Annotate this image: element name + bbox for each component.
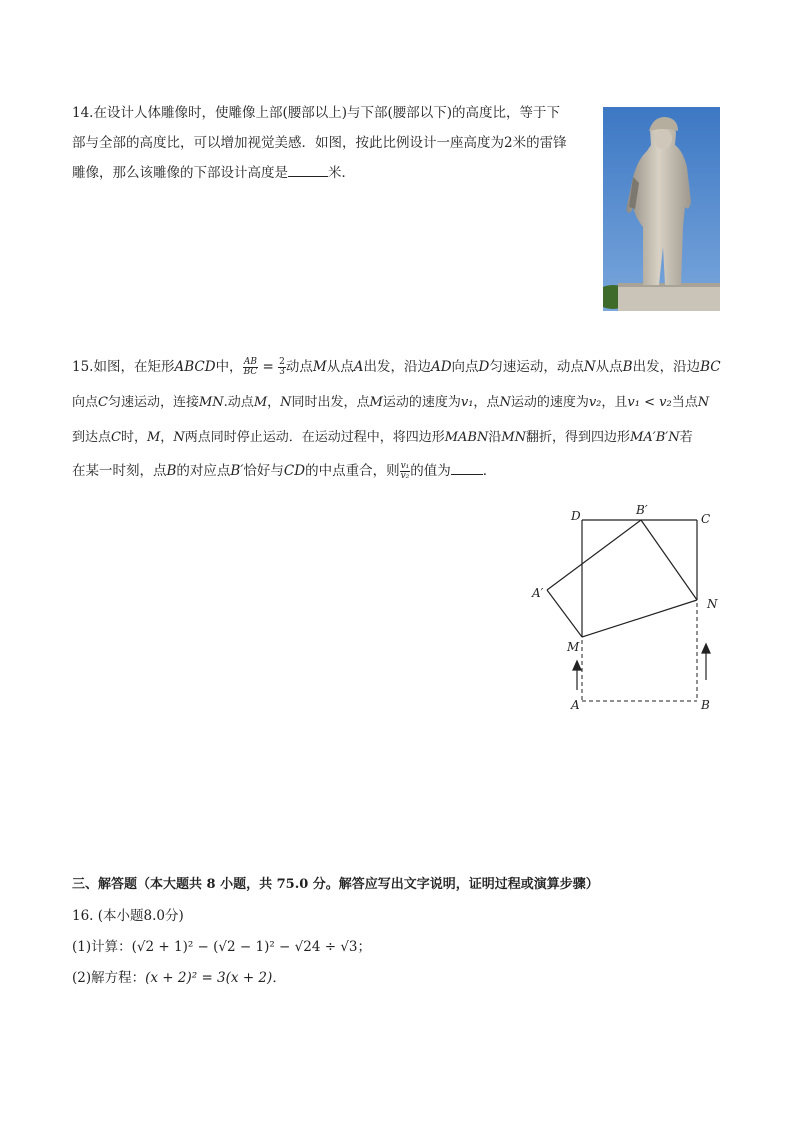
q15-t1e: M: [312, 359, 327, 375]
q15-t2r: v₁ < v₂: [627, 395, 672, 410]
q15-t3m: 若: [679, 430, 693, 445]
label-C: C: [701, 512, 711, 526]
q14-line2: 部与全部的高度比，可以增加视觉美感．如图，按此比例设计一座高度为2米的雷锋: [72, 135, 567, 151]
q15-line2: [72, 394, 709, 412]
q15-t3d: M: [146, 430, 161, 445]
q15-t4c: 的对应点: [176, 463, 231, 479]
q15-t4i: ．: [482, 463, 497, 479]
q15-t2d: MN: [198, 395, 224, 410]
q15-answer-blank: [451, 462, 483, 475]
q15-t1f: 从点: [326, 359, 354, 375]
label-D: D: [571, 509, 581, 523]
q15-t4h: 的值为: [410, 463, 451, 479]
q15-t2k: 运动的速度为: [382, 395, 461, 410]
q14-unit: 米．: [328, 165, 355, 181]
q15-t1k: D: [478, 359, 490, 375]
q16-part2-label: (2)解方程：: [72, 970, 146, 986]
q15-t2g: ，: [267, 395, 281, 410]
q15-t2a: 向点: [72, 395, 99, 410]
q15-t3c: 时，: [120, 430, 147, 445]
q15-t2i: 同时出发，点: [291, 395, 370, 410]
q14-answer-blank: [288, 164, 328, 177]
q16-part1-expression: (√2 + 1)² − (√2 − 1)² − √24 ÷ √3；: [131, 939, 372, 955]
seg-MA1: [547, 590, 582, 637]
q15-ratio-fraction: [243, 358, 259, 377]
q15-t4e: 恰好与: [243, 463, 284, 479]
frac2-num: 2: [279, 357, 285, 367]
frac3-den: v₂: [400, 471, 410, 481]
q15-t4b: B: [166, 463, 177, 479]
q15-t4a: 在某一时刻，点: [72, 463, 167, 479]
q15-t4f: CD: [283, 463, 306, 479]
q15-t1o: B: [622, 359, 633, 375]
q15-t1l: 匀速运动，动点: [489, 359, 584, 375]
seg-NM: [582, 600, 697, 637]
q15-t1n: 从点: [595, 359, 623, 375]
q15-t3j: MN: [501, 430, 527, 445]
q14-number: 14.: [72, 105, 94, 121]
q15-line4: [72, 462, 496, 481]
q15-t1j: 向点: [451, 359, 479, 375]
label-M: M: [567, 640, 580, 654]
q15-t2n: N: [499, 395, 511, 410]
q16-part2: [72, 969, 286, 987]
q15-value-fraction: [278, 358, 286, 377]
label-B: B: [701, 698, 710, 712]
q15-t1i: AD: [430, 359, 452, 375]
arrow-N-head: [702, 644, 710, 653]
q14-line1: [72, 104, 560, 122]
q16-part1: [72, 938, 371, 956]
q15-line3: [72, 429, 693, 447]
lei-feng-statue-photo: [603, 107, 720, 311]
q15-t3h: MABN: [444, 430, 489, 445]
label-A: A: [571, 698, 580, 712]
seg-A1B1: [547, 520, 641, 590]
label-A-prime: A′: [532, 586, 544, 600]
label-B-prime: B′: [636, 503, 648, 517]
section-3-heading: 三、解答题（本大题共 8 小题，共 75.0 分。解答应写出文字说明，证明过程或演算步骤）: [72, 877, 599, 892]
rectangle-fold-diagram: [520, 500, 730, 720]
q15-t1c: 中，: [215, 359, 243, 375]
q15-t3i: 沿: [488, 430, 502, 445]
q15-t1g: A: [353, 359, 364, 375]
q15-t1b: ABCD: [174, 359, 216, 375]
frac1-num: AB: [243, 357, 257, 367]
q15-t1d: 动点: [285, 359, 313, 375]
q15-t4d: B′: [230, 463, 244, 479]
q14-text3: 雕像，那么该雕像的下部设计高度是: [72, 165, 288, 181]
q15-t1p: 出发，沿边: [632, 359, 701, 375]
q15-t1q: BC: [700, 359, 721, 375]
q15-t3k: 翻折，得到四边形: [526, 430, 631, 445]
q15-t2q: ，且: [601, 395, 628, 410]
q15-t2j: M: [369, 395, 383, 410]
q15-t3g: 两点同时停止运动．在运动过程中，将四边形: [184, 430, 445, 445]
q15-t3a: 到达点: [72, 430, 112, 445]
q15-number: 15.: [72, 359, 94, 375]
arrow-M-head: [573, 661, 581, 670]
label-N: N: [707, 597, 718, 611]
q15-t1a: 如图，在矩形: [93, 359, 175, 375]
q15-t1h: 出发，沿边: [363, 359, 431, 375]
q15-t3b: C: [111, 430, 121, 445]
q15-t1m: N: [583, 359, 596, 375]
q15-t4g: 的中点重合，则: [305, 463, 400, 479]
q14-line3: [72, 164, 355, 182]
q15-line1: 15.如图，在矩形ABCD中， $\frac{AB}{BC}$ = $\frac{2}{3}$ 动点M从点A出发，沿边AD向点D匀速运动，动点N从点B出发，沿边BC: [72, 357, 721, 377]
q16-part1-label: (1)计算：: [72, 939, 132, 955]
frac2-den: 3: [279, 367, 285, 377]
q15-t3l: MA′B′N: [630, 430, 680, 445]
q15-t2t: N: [697, 395, 710, 410]
q15-t2h: N: [280, 395, 292, 410]
q16-part2-expression: (x + 2)² = 3(x + 2)．: [145, 970, 286, 986]
seg-B1N: [641, 520, 697, 600]
q15-t3f: N: [173, 430, 185, 445]
q15-t2l: v₁: [460, 395, 474, 410]
q15-t2o: 运动的速度为: [510, 395, 589, 410]
q16-header: 16. (本小题8.0分): [72, 908, 184, 924]
frac1-den: BC: [243, 367, 258, 377]
q14-text1: 在设计人体雕像时，使雕像上部(腰部以上)与下部(腰部以下)的高度比，等于下: [93, 105, 561, 121]
q15-t2c: 匀速运动，连接: [107, 395, 199, 410]
q15-t2p: v₂: [588, 395, 602, 410]
q15-speed-ratio-fraction: [400, 462, 411, 481]
q15-t2b: C: [98, 395, 108, 410]
q15-t2s: 当点: [671, 395, 698, 410]
frac3-num: v₁: [400, 461, 410, 471]
q15-t2f: M: [253, 395, 268, 410]
q15-t2e: .动点: [223, 395, 254, 410]
q15-t3e: ，: [160, 430, 174, 445]
q15-t2m: ，点: [473, 395, 500, 410]
